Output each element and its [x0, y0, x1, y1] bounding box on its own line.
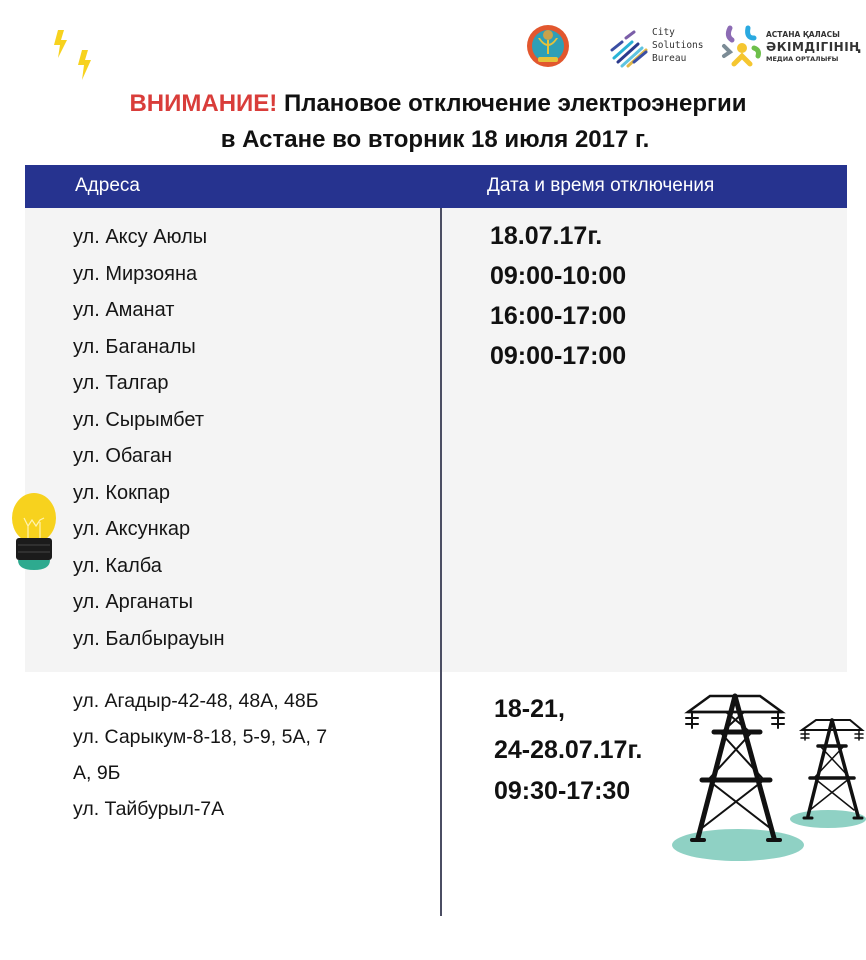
column-header-datetime: Дата и время отключения [487, 175, 715, 196]
outage-time: 16:00-17:00 [490, 302, 627, 330]
column-header-addresses: Адреса [75, 175, 140, 196]
list-item: ул. Мирзояна [73, 262, 198, 285]
outage-time: 09:00-17:00 [490, 342, 627, 370]
list-item: ул. Аксу Аюлы [73, 226, 208, 248]
list-item: ул. Сырымбет [73, 408, 205, 431]
partner-logos [520, 20, 866, 75]
outage-time: 09:30-17:30 [494, 777, 631, 805]
csb-logo-text: City Solutions Bureau [652, 27, 704, 64]
address-list-group-2 [73, 687, 327, 831]
lightning-bolt-icon [50, 28, 110, 88]
address-list-group-1 [73, 223, 225, 661]
list-item: ул. Аксункар [73, 518, 191, 540]
media-center-logo-text: АСТАНА ҚАЛАСЫ ӘКІМДІГІНІҢ МЕДИА ОРТАЛЫҒЫ [766, 30, 862, 63]
outage-times-group-1 [490, 220, 626, 380]
title-text: Плановое отключение электроэнергии [283, 90, 747, 117]
power-tower-icon [670, 688, 866, 868]
list-item: ул. Агадыр-42-48, 48А, 48Б [73, 690, 319, 712]
alert-label: ВНИМАНИЕ! [129, 90, 278, 117]
light-bulb-icon [10, 492, 58, 572]
list-item: ул. Баганалы [73, 335, 196, 358]
list-item: ул. Калба [73, 554, 162, 577]
list-item: ул. Сарыкум-8-18, 5-9, 5А, 7 [73, 726, 328, 748]
astana-emblem-logo [526, 24, 570, 68]
table-header [25, 165, 847, 208]
outage-date: 24-28.07.17г. [494, 736, 643, 764]
list-item: ул. Тайбурыл-7А [73, 798, 225, 820]
media-center-logo [720, 24, 866, 70]
outage-times-group-2 [494, 693, 642, 816]
city-solutions-bureau-logo [608, 26, 703, 70]
list-item: ул. Обаган [73, 445, 173, 467]
outage-time: 09:00-10:00 [490, 262, 627, 290]
list-item: ул. Кокпар [73, 481, 170, 504]
column-divider [440, 208, 442, 916]
list-item: ул. Талгар [73, 372, 169, 394]
list-item: А, 9Б [73, 762, 121, 784]
list-item: ул. Балбырауын [73, 627, 225, 650]
outage-date: 18-21, [494, 695, 565, 723]
page-title-line-2: в Астане во вторник 18 июля 2017 г. [220, 126, 650, 153]
outage-date: 18.07.17г. [490, 222, 603, 250]
list-item: ул. Аманат [73, 299, 175, 321]
list-item: ул. Арганаты [73, 591, 194, 613]
page-title-line-1 [5, 89, 866, 119]
